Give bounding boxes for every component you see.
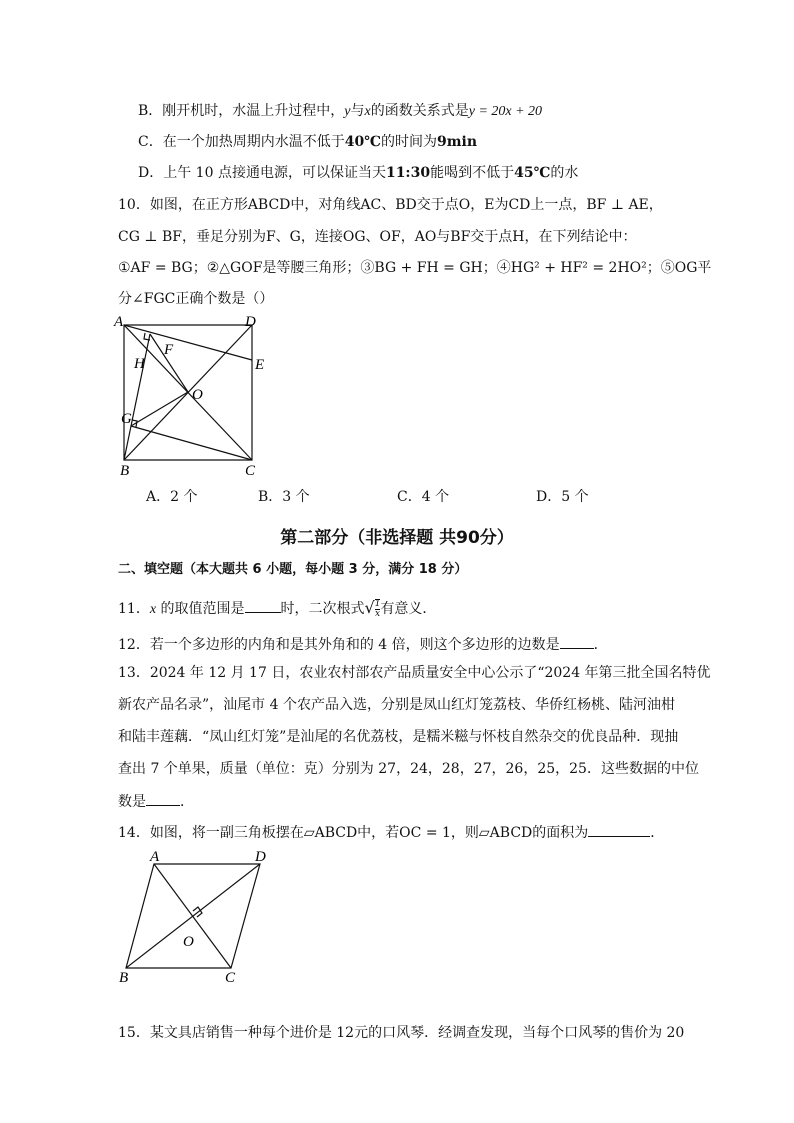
segment-og: [131, 392, 188, 426]
q9-option-b: [138, 102, 542, 121]
q13-line-3: 和陆丰莲藕．“凤山红灯笼”是汕尾的名优荔枝，是糯米糍与怀枝自然杂交的优良品种．现抽: [118, 729, 679, 745]
q9-option-d-text2: 能喝到不低于: [430, 165, 515, 181]
q11-prefix: 11．: [118, 601, 150, 617]
q11-var-x: x: [149, 602, 157, 617]
var-x: x: [364, 104, 371, 119]
q13-line-2: 新农产品名录”，汕尾市 4 个农产品入选，分别是凤山红灯笼荔枝、华侨红杨桃、陆河油柑: [118, 697, 675, 713]
label-a: A: [114, 314, 124, 330]
label-a: A: [150, 849, 160, 865]
label-c: C: [225, 970, 236, 986]
q9-option-c: [138, 133, 477, 151]
label-o: O: [192, 387, 203, 403]
label-g: G: [121, 411, 132, 427]
section-fill-in-blank: 二、填空题（本大题共 6 小题，每小题 3 分，满分 18 分）: [118, 562, 468, 577]
q9-option-b-mid2: 的函数关系式是: [370, 103, 469, 119]
q9-option-c-temp: 40℃: [344, 134, 381, 150]
label-b: B: [119, 970, 129, 986]
q11-frac-den: x: [375, 609, 381, 619]
q10-line-1: 10．如图，在正方形ABCD中，对角线AC、BD交于点O，E为CD上一点，BF ⊥ AE，: [118, 197, 663, 213]
label-o: O: [183, 934, 194, 950]
q14: [118, 822, 664, 842]
q10-option-d: D．5 个: [536, 489, 589, 505]
q9-option-c-text1: C．在一个加热周期内水温不低于: [138, 134, 345, 150]
q11-text2: 时，二次根式: [280, 601, 365, 617]
q13-line-5: [118, 791, 194, 811]
part-two-title: 第二部分（非选择题 共90分）: [280, 528, 514, 548]
q9-option-d-time: 11:30: [385, 165, 431, 181]
q9-option-b-formula: y = 20x + 20: [468, 104, 543, 119]
q12-answer-blank[interactable]: [560, 634, 594, 649]
q13-line5-end: ．: [180, 794, 194, 810]
label-e: E: [255, 357, 265, 373]
q13-answer-blank[interactable]: [146, 791, 180, 806]
label-b: B: [120, 463, 130, 479]
q10-square-figure: [112, 312, 282, 480]
q9-option-d: [138, 164, 578, 182]
q11-text1: 的取值范围是: [156, 601, 245, 617]
q9-option-c-time: 9min: [436, 134, 478, 150]
q13-line-4: 查出 7 个单果，质量（单位：克）分别为 27，24，28，27，26，25，25．这些数据的中位: [118, 761, 699, 777]
q13-line-1: 13．2024 年 12 月 17 日，农业农村部农产品质量安全中心公示了“2024 年第三批全国名特优: [118, 665, 711, 681]
q10-option-c: C．4 个: [397, 489, 450, 505]
q9-option-b-label: B．刚开机时，水温上升过程中，: [138, 103, 345, 119]
q10-line-4: 分∠FGC正确个数是（）: [118, 291, 274, 307]
segment-cg: [131, 426, 252, 460]
q15-line-1: 15．某文具店销售一种每个进价是 12元的口风琴．经调查发现，当每个口风琴的售价为 20: [118, 1025, 685, 1041]
segment-ae: [124, 325, 252, 360]
q13-line5-prefix: 数是: [118, 794, 146, 810]
q11-frac-num: 1: [374, 599, 381, 609]
q12: [118, 634, 608, 654]
q9-option-d-text3: 的水: [550, 165, 579, 181]
label-d: D: [245, 314, 256, 330]
label-f: F: [164, 342, 174, 358]
label-c: C: [245, 463, 256, 479]
q9-option-b-mid1: 与: [350, 103, 365, 119]
q9-option-d-text1: D．上午 10 点接通电源，可以保证当天: [138, 165, 386, 181]
label-d: D: [255, 849, 266, 865]
var-y: y: [344, 104, 351, 119]
q11-sqrt-expression: √ $\frac{1}{x}$: [364, 598, 381, 619]
q14-end: ．: [650, 825, 665, 841]
q14-parallelogram-figure: [114, 848, 274, 988]
q10-option-b: B．3 个: [258, 489, 310, 505]
q11: [118, 598, 436, 619]
q10-line-3: ①AF = BG；②△GOF是等腰三角形；③BG + FH = GH；④HG² + HF² = 2HO²；⑤OG平: [118, 260, 712, 276]
diagonal-bd: [126, 864, 260, 968]
q10-line-2: CG ⊥ BF，垂足分别为F、G，连接OG、OF，AO与BF交于点H，在下列结论中：: [118, 229, 637, 245]
label-h: H: [134, 356, 145, 372]
q9-option-d-temp: 45℃: [514, 165, 551, 181]
segment-bf: [124, 334, 150, 460]
q14-answer-blank[interactable]: [588, 822, 650, 837]
q11-text3: 有意义．: [380, 601, 437, 617]
q12-text: 12．若一个多边形的内角和是其外角和的 4 倍，则这个多边形的边数是: [118, 637, 560, 653]
q11-fraction: [375, 599, 381, 619]
q12-end: ．: [593, 637, 608, 653]
q10-option-a: A．2 个: [146, 489, 198, 505]
q9-option-c-text2: 的时间为: [380, 134, 437, 150]
q11-answer-blank[interactable]: [245, 598, 281, 613]
q14-text: 14．如图，将一副三角板摆在▱ABCD中，若OC = 1，则▱ABCD的面积为: [118, 825, 589, 841]
